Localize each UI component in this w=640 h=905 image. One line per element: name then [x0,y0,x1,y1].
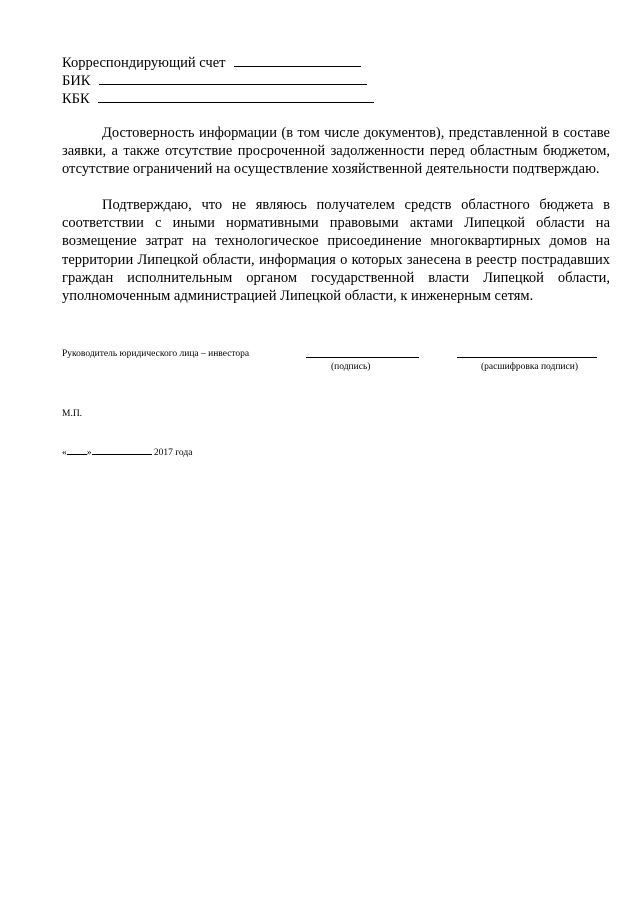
bik-blank [99,71,367,85]
correspondent-account-row [62,53,361,72]
date-line [62,446,192,459]
date-close-quote: » [86,448,92,458]
date-month-blank [92,446,152,455]
paragraph-not-recipient: Подтверждаю, что не являюсь получателем средств областного бюджета в соответствии с иными нормативными правовыми актами Липецкой области на возмещение затрат на технологическое присоединение многоквартирных домов на территории Липецкой области, информация о которых занесена в реестр пострадавших граждан исполнительным органом государственной власти Липецкой области, уполномоченным администрацией Липецкой области, к инженерным сетям. [62,197,610,305]
decoding-line [457,357,597,358]
correspondent-account-blank [234,53,361,67]
stamp-label: М.П. [62,409,83,419]
signature-caption: (подпись) [331,362,371,372]
bik-label: БИК [62,73,91,89]
signature-line [306,357,419,358]
decoding-caption: (расшифровка подписи) [481,362,578,372]
kbk-blank [98,89,374,103]
date-open-quote: « [62,448,67,458]
paragraph-confirmation: Достоверность информации (в том числе документов), представленной в составе заявки, а также отсутствие просроченной задолженности перед областным бюджетом, отсутствие ограничений на осуществление хозяйственной деятельности подтверждаю. [62,125,610,178]
head-of-legal-entity-label: Руководитель юридического лица – инвестора [62,349,250,359]
kbk-label: КБК [62,91,90,107]
date-day-blank [67,446,87,455]
bik-row [62,71,367,90]
date-year: 2017 года [153,448,193,458]
correspondent-account-label: Корреспондирующий счет [62,55,226,71]
kbk-row [62,89,374,108]
